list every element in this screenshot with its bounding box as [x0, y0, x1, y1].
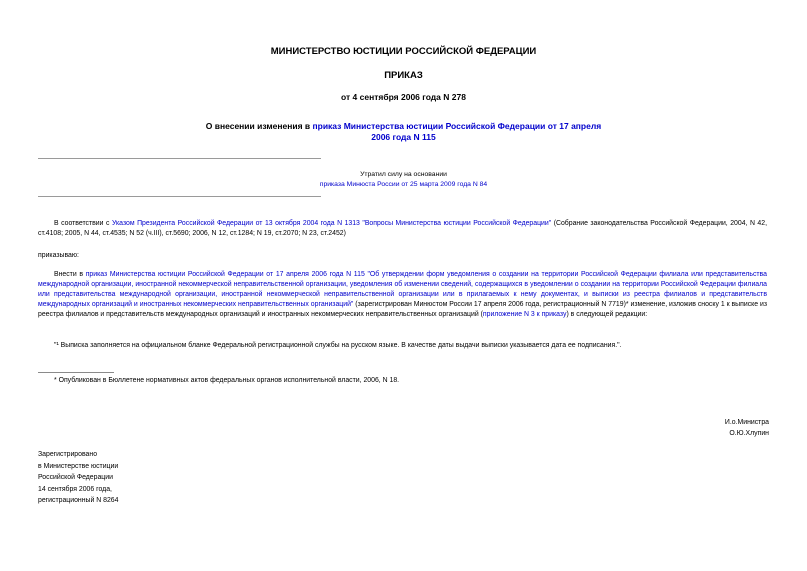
- divider-top: [38, 158, 321, 159]
- title-prefix: О внесении изменения в: [205, 121, 313, 131]
- document-type-heading: ПРИКАЗ: [384, 70, 423, 81]
- appendix-3-link[interactable]: приложение N 3 к приказу: [482, 311, 567, 318]
- amendment-text-start: Внести в: [54, 271, 86, 278]
- order-115-link[interactable]: приказ Министерства юстиции Российской Федерации от 17 апреля 2006 года N 115 "Об утверждении форм уведомления о создании на территории Российской Федерации филиала или представительства международной организации, иностранной некоммерческой неправительственной организации, уведомления об изменении сведений, содержащихся в уведомлении о создании на территории Российской Федерации филиала или представительства международной организации, иностранной некоммерческой неправительственной организации или в прилагаемых к нему документах, и выписки из реестра филиалов и представительств международных организаций и иностранных некоммерческих неправительственных организаций": [38, 271, 767, 308]
- lost-force-link[interactable]: приказа Минюста России от 25 марта 2009 года N 84: [319, 181, 488, 188]
- amendment-text-end: ) в следующей редакции:: [566, 311, 648, 318]
- registration-line-1: Зарегистрировано: [38, 451, 98, 458]
- new-footnote-text: "¹ Выписка заполняется на официальном бланке Федеральной регистрационной службы на русском языке. В качестве даты выдачи выписки указывается дата ее подписания.".: [54, 342, 622, 349]
- preamble-text-start: В соответствии с: [54, 220, 112, 227]
- document-title: [200, 121, 607, 143]
- registration-line-2: в Министерстве юстиции: [38, 462, 119, 470]
- lost-force-note: Утратил силу на основании: [360, 171, 447, 178]
- footnote: * Опубликован в Бюллетене нормативных актов федеральных органов исполнительной власти, 2006, N 18.: [54, 377, 400, 384]
- title-order-link[interactable]: приказ Министерства юстиции Российской Федерации от 17 апреля 2006 года N 115: [312, 121, 602, 142]
- registration-line-4: 14 сентября 2006 года,: [38, 485, 112, 493]
- footnote-divider: [38, 372, 114, 373]
- amendment-text-middle: (зарегистрирован Минюстом России 17 апреля 2006 года, регистрационный N 7719)* изменение, изложив сноску 1 к выписке из реестра филиалов и представительств международных организаций и иностранных некоммерческих неправительственных организаций (: [38, 301, 767, 318]
- divider-bottom: [38, 196, 321, 197]
- ministry-heading: МИНИСТЕРСТВО ЮСТИЦИИ РОССИЙСКОЙ ФЕДЕРАЦИИ: [270, 46, 537, 57]
- amendment-paragraph: [38, 270, 767, 320]
- presidential-decree-link[interactable]: Указом Президента Российской Федерации от 13 октября 2004 года N 1313 "Вопросы Министерства юстиции Российской Федерации": [111, 220, 552, 227]
- order-word: приказываю:: [38, 252, 79, 259]
- preamble-paragraph: [38, 219, 767, 239]
- registration-line-3: Российской Федерации: [38, 474, 113, 482]
- registration-line-5: регистрационный N 8264: [38, 497, 119, 505]
- document-date-number: от 4 сентября 2006 года N 278: [341, 92, 466, 102]
- signatory-position: И.о.Министра: [724, 419, 769, 426]
- signatory-name: О.Ю.Хлупин: [729, 430, 769, 437]
- registration-block: [38, 449, 238, 507]
- signature-block: [569, 417, 769, 439]
- preamble-text-end: (Собрание законодательства Российской Федерации, 2004, N 42, ст.4108; 2005, N 44, ст.4535; N 52 (ч.III), ст.5690; 2006, N 12, ст.1284; N 19, ст.2070; N 23, ст.2452): [38, 220, 768, 237]
